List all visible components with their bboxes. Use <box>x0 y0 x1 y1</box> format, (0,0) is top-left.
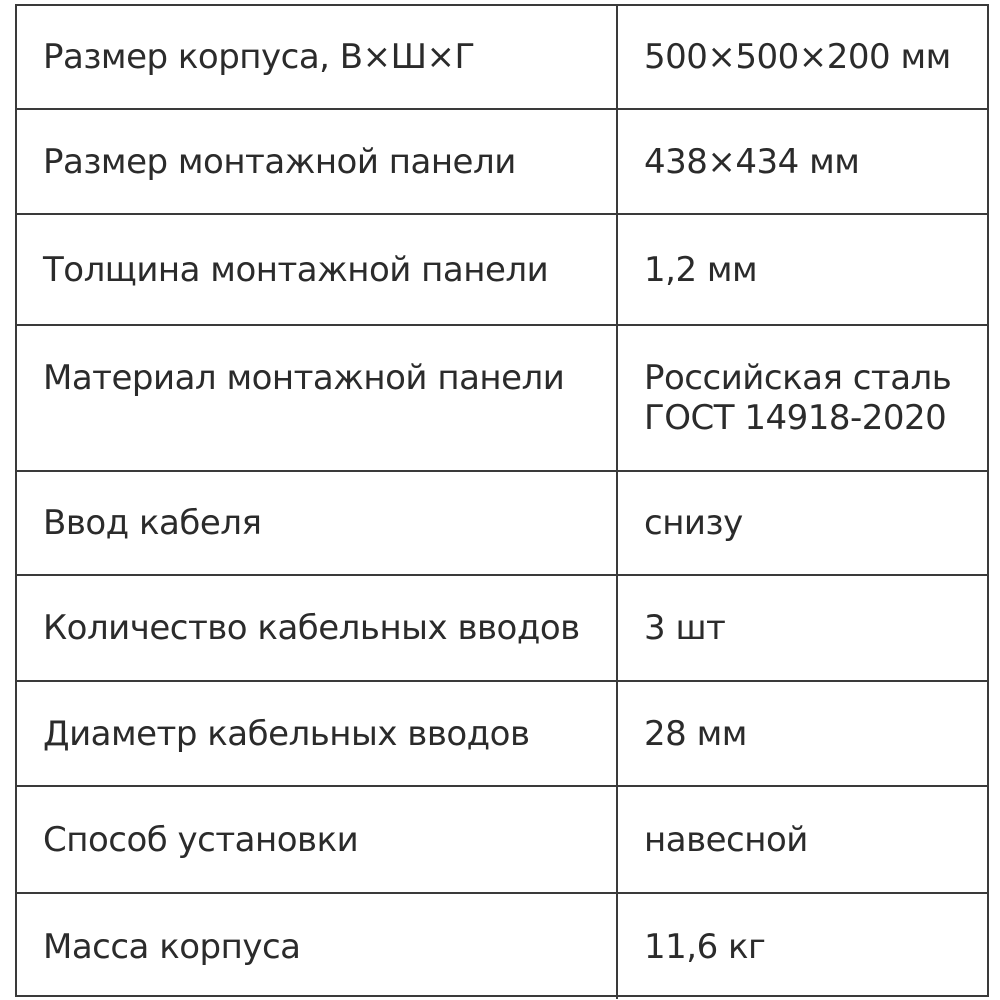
spec-name: Размер корпуса, В×Ш×Г <box>17 6 618 110</box>
spec-value-line-2: ГОСТ 14918-2020 <box>644 398 947 438</box>
spec-value-line-1: Российская сталь <box>644 358 952 398</box>
spec-value <box>618 326 987 472</box>
spec-name: Количество кабельных вводов <box>17 576 618 682</box>
spec-name: Диаметр кабельных вводов <box>17 682 618 787</box>
spec-value: 11,6 кг <box>644 926 766 967</box>
spec-name: Способ установки <box>17 787 618 894</box>
spec-name: Ввод кабеля <box>17 472 618 576</box>
spec-name: Масса корпуса <box>17 894 618 999</box>
spec-value: 28 мм <box>618 682 987 787</box>
spec-name: Материал монтажной панели <box>17 326 618 472</box>
spec-value: 1,2 мм <box>618 215 987 326</box>
spec-name: Размер монтажной панели <box>17 110 618 215</box>
spec-value: снизу <box>618 472 987 576</box>
spec-value: навесной <box>618 787 987 894</box>
spec-value: 500×500×200 мм <box>618 6 987 110</box>
spec-value: 438×434 мм <box>618 110 987 215</box>
spec-value: 3 шт <box>618 576 987 682</box>
specifications-table <box>15 4 989 997</box>
spec-name: Толщина монтажной панели <box>17 215 618 326</box>
